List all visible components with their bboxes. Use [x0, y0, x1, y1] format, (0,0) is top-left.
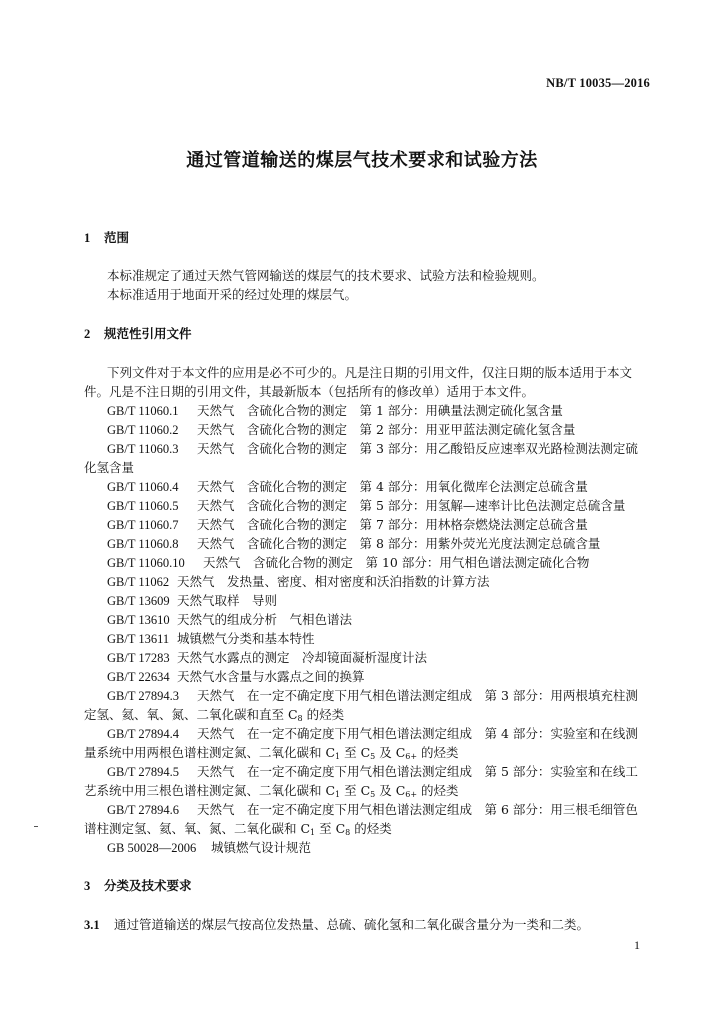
reference-title: 天然气 含硫化合物的测定 第 1 部分：用碘量法测定硫化氢含量 — [197, 403, 563, 418]
reference-code: GB 50028—2006 — [107, 841, 197, 855]
reference-title: 天然气 含硫化合物的测定 第 10 部分：用气相色谱法测定硫化合物 — [203, 555, 590, 570]
reference-title: 天然气 含硫化合物的测定 第 5 部分：用氢解—速率计比色法测定总硫含量 — [197, 498, 626, 513]
reference-code: GB/T 11062 — [107, 575, 170, 589]
subscript: 6+ — [405, 752, 418, 761]
reference-code: GB/T 17283 — [107, 651, 170, 665]
reference-code: GB/T 11060.5 — [107, 499, 179, 513]
reference-title: 城镇燃气分类和基本特性 — [177, 631, 315, 646]
reference-item — [107, 800, 638, 818]
reference-code: GB/T 11060.10 — [107, 556, 185, 570]
reference-code: GB/T 13609 — [107, 594, 170, 608]
reference-code: GB/T 22634 — [107, 670, 170, 684]
reference-title: 天然气 含硫化合物的测定 第 8 部分：用紫外荧光光度法测定总硫含量 — [197, 536, 601, 551]
subscript: 8 — [345, 828, 351, 837]
continuation-text: 的烃类 — [350, 821, 392, 836]
continuation-text: 谱柱测定氢、氦、氧、氮、二氧化碳和 C — [84, 821, 311, 836]
reference-item — [107, 610, 352, 628]
reference-code: GB/T 27894.4 — [107, 727, 179, 741]
reference-continuation: 化氢含量 — [84, 460, 135, 475]
continuation-text: 定氢、氦、氧、氮、二氧化碳和直至 C — [84, 707, 298, 722]
subscript: 1 — [335, 790, 341, 799]
continuation-text: 量系统中用两根色谱柱测定氮、二氧化碳和 C — [84, 745, 336, 760]
section-number: 2 — [84, 327, 91, 341]
subscript: 5 — [370, 752, 376, 761]
clause-number: 3.1 — [84, 918, 100, 932]
reference-item — [107, 591, 277, 609]
reference-code: GB/T 11060.8 — [107, 537, 179, 551]
reference-title: 天然气 含硫化合物的测定 第 3 部分：用乙酸铅反应速率双光路检测法测定硫 — [197, 441, 638, 456]
page-number: 1 — [634, 938, 640, 952]
reference-code: GB/T 27894.6 — [107, 803, 179, 817]
reference-title: 天然气水含量与水露点之间的换算 — [177, 669, 365, 684]
reference-continuation — [84, 819, 392, 837]
standard-code: NB/T 10035—2016 — [546, 76, 650, 90]
reference-title: 天然气 在一定不确定度下用气相色谱法测定组成 第 6 部分：用三根毛细管色 — [197, 802, 638, 817]
reference-title: 天然气 在一定不确定度下用气相色谱法测定组成 第 5 部分：实验室和在线工 — [197, 764, 638, 779]
reference-title: 城镇燃气设计规范 — [211, 840, 312, 855]
reference-code: GB/T 11060.2 — [107, 423, 179, 437]
continuation-text: 艺系统中用三根色谱柱测定氮、二氧化碳和 C — [84, 783, 336, 798]
section-number: 3 — [84, 879, 91, 893]
section-title: 范围 — [104, 230, 130, 245]
reference-continuation — [84, 781, 459, 799]
section-2-heading — [84, 324, 192, 342]
reference-code: GB/T 11060.4 — [107, 480, 179, 494]
reference-code: GB/T 13610 — [107, 613, 170, 627]
reference-code: GB/T 27894.3 — [107, 689, 179, 703]
clause-3-1 — [84, 915, 589, 933]
continuation-text: 至 C — [340, 745, 371, 760]
reference-title: 天然气 含硫化合物的测定 第 7 部分：用林格奈燃烧法测定总硫含量 — [197, 517, 588, 532]
subscript: 1 — [335, 752, 341, 761]
reference-item — [107, 420, 575, 438]
scope-paragraph: 本标准规定了通过天然气管网输送的煤层气的技术要求、试验方法和检验规则。 — [107, 268, 545, 283]
reference-continuation — [84, 743, 459, 761]
reference-title: 天然气 在一定不确定度下用气相色谱法测定组成 第 3 部分：用两根填充柱测 — [197, 688, 638, 703]
reference-code: GB/T 27894.5 — [107, 765, 179, 779]
subscript: 6+ — [405, 790, 418, 799]
reference-item — [107, 838, 311, 856]
reference-item — [107, 401, 563, 419]
reference-item — [107, 667, 365, 685]
clause-text: 通过管道输送的煤层气按高位发热量、总硫、硫化氢和二氧化碳含量分为一类和二类。 — [114, 917, 590, 932]
reference-code: GB/T 11060.1 — [107, 404, 179, 418]
reference-item — [107, 686, 638, 704]
reference-item — [107, 572, 490, 590]
section-3-heading — [84, 876, 192, 894]
continuation-text: 及 C — [375, 745, 406, 760]
continuation-text: 的烃类 — [417, 783, 459, 798]
reference-continuation — [84, 705, 344, 723]
reference-item — [107, 724, 638, 742]
intro-text: 件。凡是不注日期的引用文件，其最新版本（包括所有的修改单）适用于本文件。 — [84, 384, 535, 399]
reference-title: 天然气的组成分析 气相色谱法 — [177, 612, 353, 627]
reference-title: 天然气 含硫化合物的测定 第 2 部分：用亚甲蓝法测定硫化氢含量 — [197, 422, 576, 437]
section-title: 规范性引用文件 — [104, 326, 192, 341]
reference-code: GB/T 13611 — [107, 632, 170, 646]
continuation-text: 及 C — [375, 783, 406, 798]
scope-paragraph: 本标准适用于地面开采的经过处理的煤层气。 — [107, 287, 358, 302]
margin-mark — [34, 826, 38, 827]
reference-item — [107, 515, 588, 533]
continuation-text: 的烃类 — [302, 707, 345, 722]
reference-item — [107, 439, 638, 457]
reference-item — [107, 762, 638, 780]
reference-item — [107, 629, 315, 647]
continuation-text: 的烃类 — [417, 745, 459, 760]
reference-code: GB/T 11060.7 — [107, 518, 179, 532]
reference-item — [107, 534, 600, 552]
reference-item — [107, 496, 625, 514]
continuation-text: 至 C — [340, 783, 371, 798]
subscript: 5 — [370, 790, 376, 799]
document-title: 通过管道输送的煤层气技术要求和试验方法 — [186, 150, 538, 171]
reference-title: 天然气 发热量、密度、相对密度和沃泊指数的计算方法 — [177, 574, 490, 589]
reference-item — [107, 648, 427, 666]
continuation-text: 至 C — [315, 821, 346, 836]
subscript: 8 — [297, 714, 303, 723]
reference-title: 天然气取样 导则 — [177, 593, 278, 608]
reference-title: 天然气水露点的测定 冷却镜面凝析湿度计法 — [177, 650, 428, 665]
subscript: 1 — [310, 828, 316, 837]
section-number: 1 — [84, 231, 91, 245]
section-1-heading — [84, 228, 129, 246]
reference-item — [107, 553, 589, 571]
intro-text: 下列文件对于本文件的应用是必不可少的。凡是注日期的引用文件，仅注日期的版本适用于本文 — [107, 365, 633, 380]
reference-title: 天然气 含硫化合物的测定 第 4 部分：用氧化微库仑法测定总硫含量 — [197, 479, 588, 494]
section-title: 分类及技术要求 — [104, 878, 192, 893]
reference-title: 天然气 在一定不确定度下用气相色谱法测定组成 第 4 部分：实验室和在线测 — [197, 726, 638, 741]
reference-code: GB/T 11060.3 — [107, 442, 179, 456]
reference-item — [107, 477, 588, 495]
